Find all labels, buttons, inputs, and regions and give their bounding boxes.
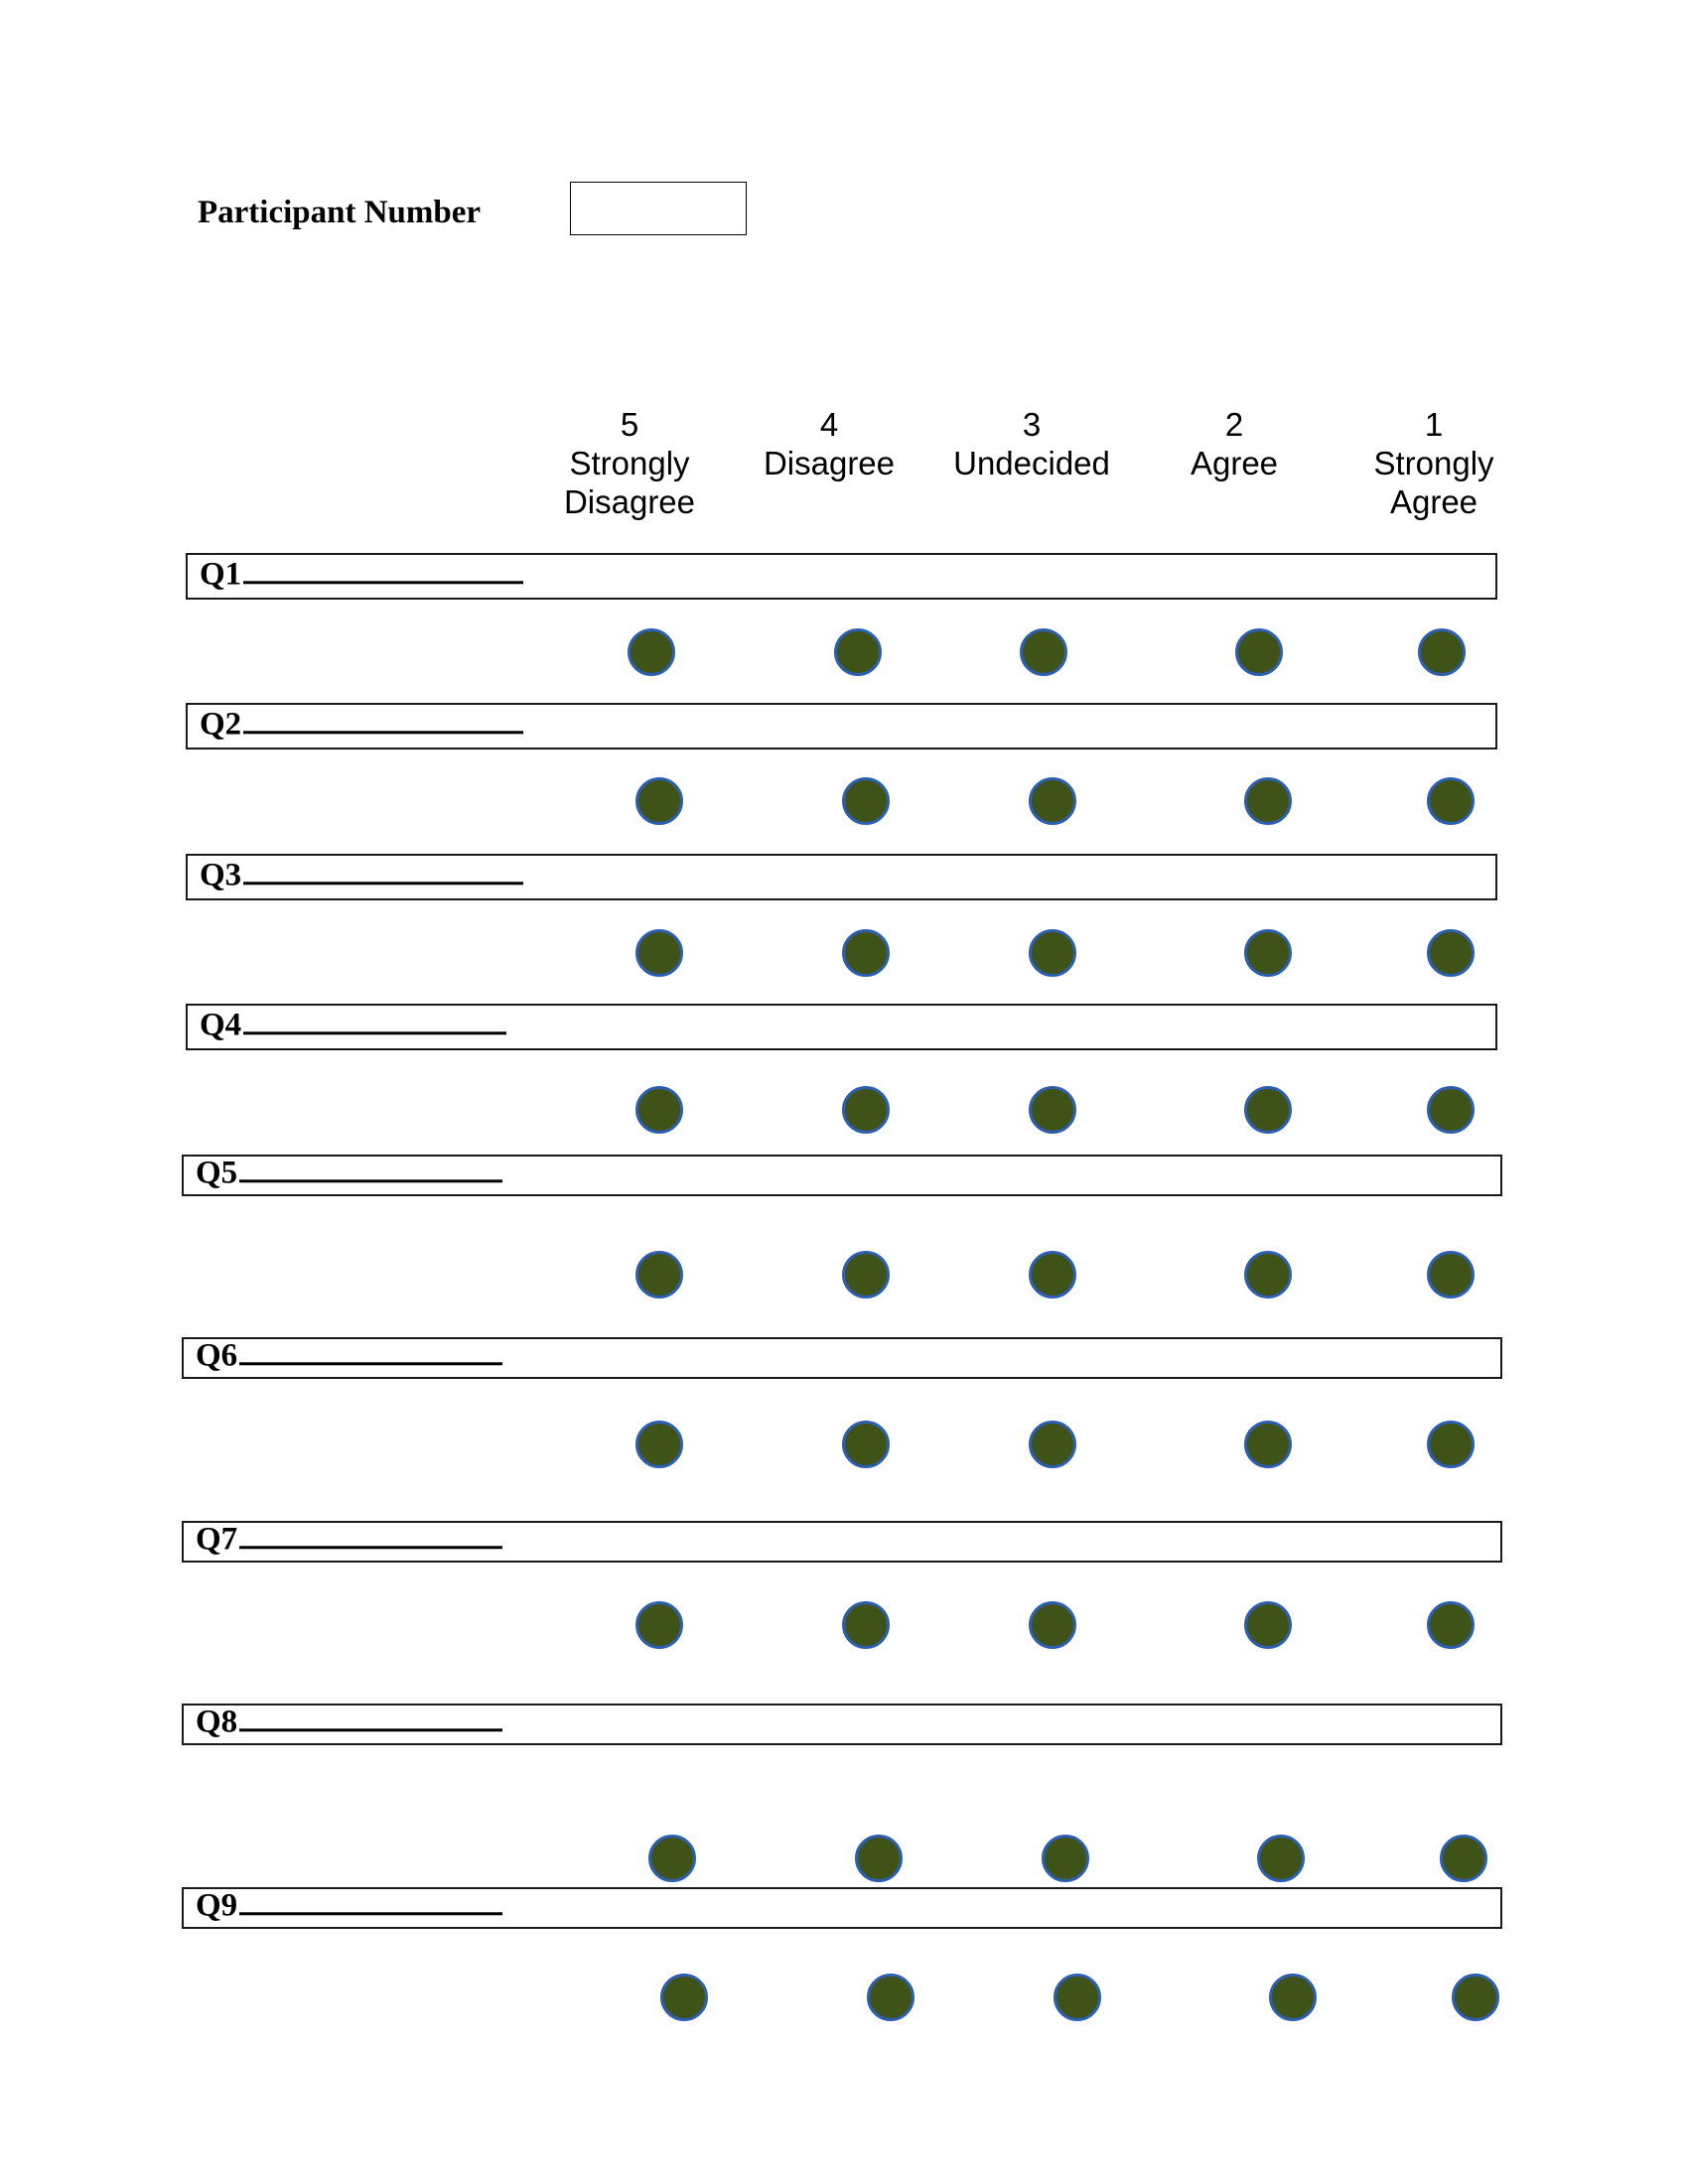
q5-option-2-radio[interactable] [1244, 1251, 1292, 1298]
q1-option-4-radio[interactable] [834, 628, 882, 676]
question-label: Q7 [196, 1521, 502, 1558]
q1-option-3-radio[interactable] [1020, 628, 1067, 676]
q6-option-4-radio[interactable] [842, 1421, 890, 1468]
scale-text: Strongly [569, 445, 690, 481]
q8-option-2-radio[interactable] [1257, 1835, 1305, 1882]
scale-header-1 [1335, 405, 1533, 521]
answer-line [239, 1179, 502, 1182]
q2-option-1-radio[interactable] [1427, 777, 1475, 825]
scale-text: Agree [1389, 483, 1478, 520]
question-row-q9 [182, 1887, 1502, 1929]
q7-option-1-radio[interactable] [1427, 1601, 1475, 1649]
scale-number: 4 [819, 406, 839, 443]
question-label: Q8 [196, 1704, 502, 1740]
q3-option-1-radio[interactable] [1427, 929, 1475, 977]
q8-option-4-radio[interactable] [855, 1835, 903, 1882]
q5-option-5-radio[interactable] [635, 1251, 683, 1298]
q6-option-5-radio[interactable] [635, 1421, 683, 1468]
q6-option-2-radio[interactable] [1244, 1421, 1292, 1468]
question-row-q6 [182, 1337, 1502, 1379]
scale-text: Undecided [953, 445, 1110, 481]
q5-option-1-radio[interactable] [1427, 1251, 1475, 1298]
scale-header-3 [932, 405, 1131, 482]
scale-text: Disagree [563, 483, 696, 520]
question-row-q7 [182, 1521, 1502, 1563]
question-row-q2 [186, 703, 1497, 750]
q8-option-1-radio[interactable] [1440, 1835, 1487, 1882]
question-row-q8 [182, 1704, 1502, 1745]
answer-line [239, 1546, 502, 1549]
question-row-q4 [186, 1004, 1497, 1050]
answer-line [239, 1728, 502, 1731]
q4-option-5-radio[interactable] [635, 1086, 683, 1134]
answer-line [243, 731, 523, 734]
question-label: Q3 [200, 857, 523, 893]
scale-number: 1 [1424, 406, 1444, 443]
scale-number: 5 [620, 406, 639, 443]
question-row-q3 [186, 854, 1497, 900]
scale-header-4 [730, 405, 928, 482]
q4-option-3-radio[interactable] [1029, 1086, 1076, 1134]
question-row-q1 [186, 553, 1497, 600]
q7-option-2-radio[interactable] [1244, 1601, 1292, 1649]
answer-line [243, 882, 523, 885]
scale-header-2 [1135, 405, 1334, 482]
q2-option-3-radio[interactable] [1029, 777, 1076, 825]
answer-line [239, 1362, 502, 1365]
q6-option-3-radio[interactable] [1029, 1421, 1076, 1468]
q8-option-3-radio[interactable] [1042, 1835, 1089, 1882]
q7-option-5-radio[interactable] [635, 1601, 683, 1649]
q6-option-1-radio[interactable] [1427, 1421, 1475, 1468]
q2-option-2-radio[interactable] [1244, 777, 1292, 825]
q7-option-3-radio[interactable] [1029, 1601, 1076, 1649]
answer-line [243, 1031, 506, 1034]
q9-option-3-radio[interactable] [1054, 1974, 1101, 2021]
scale-number: 3 [1022, 406, 1042, 443]
q4-option-4-radio[interactable] [842, 1086, 890, 1134]
scale-header-5 [530, 405, 729, 521]
q9-option-4-radio[interactable] [867, 1974, 914, 2021]
scale-text: Agree [1190, 445, 1279, 481]
q9-option-1-radio[interactable] [1452, 1974, 1499, 2021]
q4-option-2-radio[interactable] [1244, 1086, 1292, 1134]
scale-text: Disagree [763, 445, 896, 481]
question-label: Q4 [200, 1007, 506, 1043]
question-row-q5 [182, 1155, 1502, 1196]
question-label: Q1 [200, 556, 523, 593]
q5-option-3-radio[interactable] [1029, 1251, 1076, 1298]
q1-option-2-radio[interactable] [1235, 628, 1283, 676]
participant-number-field[interactable] [570, 182, 747, 235]
scale-text: Strongly [1373, 445, 1494, 481]
q9-option-5-radio[interactable] [660, 1974, 708, 2021]
q2-option-5-radio[interactable] [635, 777, 683, 825]
question-label: Q9 [196, 1887, 502, 1924]
q1-option-5-radio[interactable] [628, 628, 675, 676]
q4-option-1-radio[interactable] [1427, 1086, 1475, 1134]
question-label: Q2 [200, 706, 523, 743]
q9-option-2-radio[interactable] [1269, 1974, 1317, 2021]
q7-option-4-radio[interactable] [842, 1601, 890, 1649]
scale-number: 2 [1224, 406, 1244, 443]
q3-option-3-radio[interactable] [1029, 929, 1076, 977]
q2-option-4-radio[interactable] [842, 777, 890, 825]
q3-option-2-radio[interactable] [1244, 929, 1292, 977]
q3-option-5-radio[interactable] [635, 929, 683, 977]
question-label: Q5 [196, 1155, 502, 1191]
answer-line [243, 581, 523, 584]
answer-line [239, 1912, 502, 1915]
participant-number-label: Participant Number [198, 195, 482, 230]
q5-option-4-radio[interactable] [842, 1251, 890, 1298]
question-label: Q6 [196, 1337, 502, 1374]
q1-option-1-radio[interactable] [1418, 628, 1466, 676]
q3-option-4-radio[interactable] [842, 929, 890, 977]
q8-option-5-radio[interactable] [648, 1835, 696, 1882]
